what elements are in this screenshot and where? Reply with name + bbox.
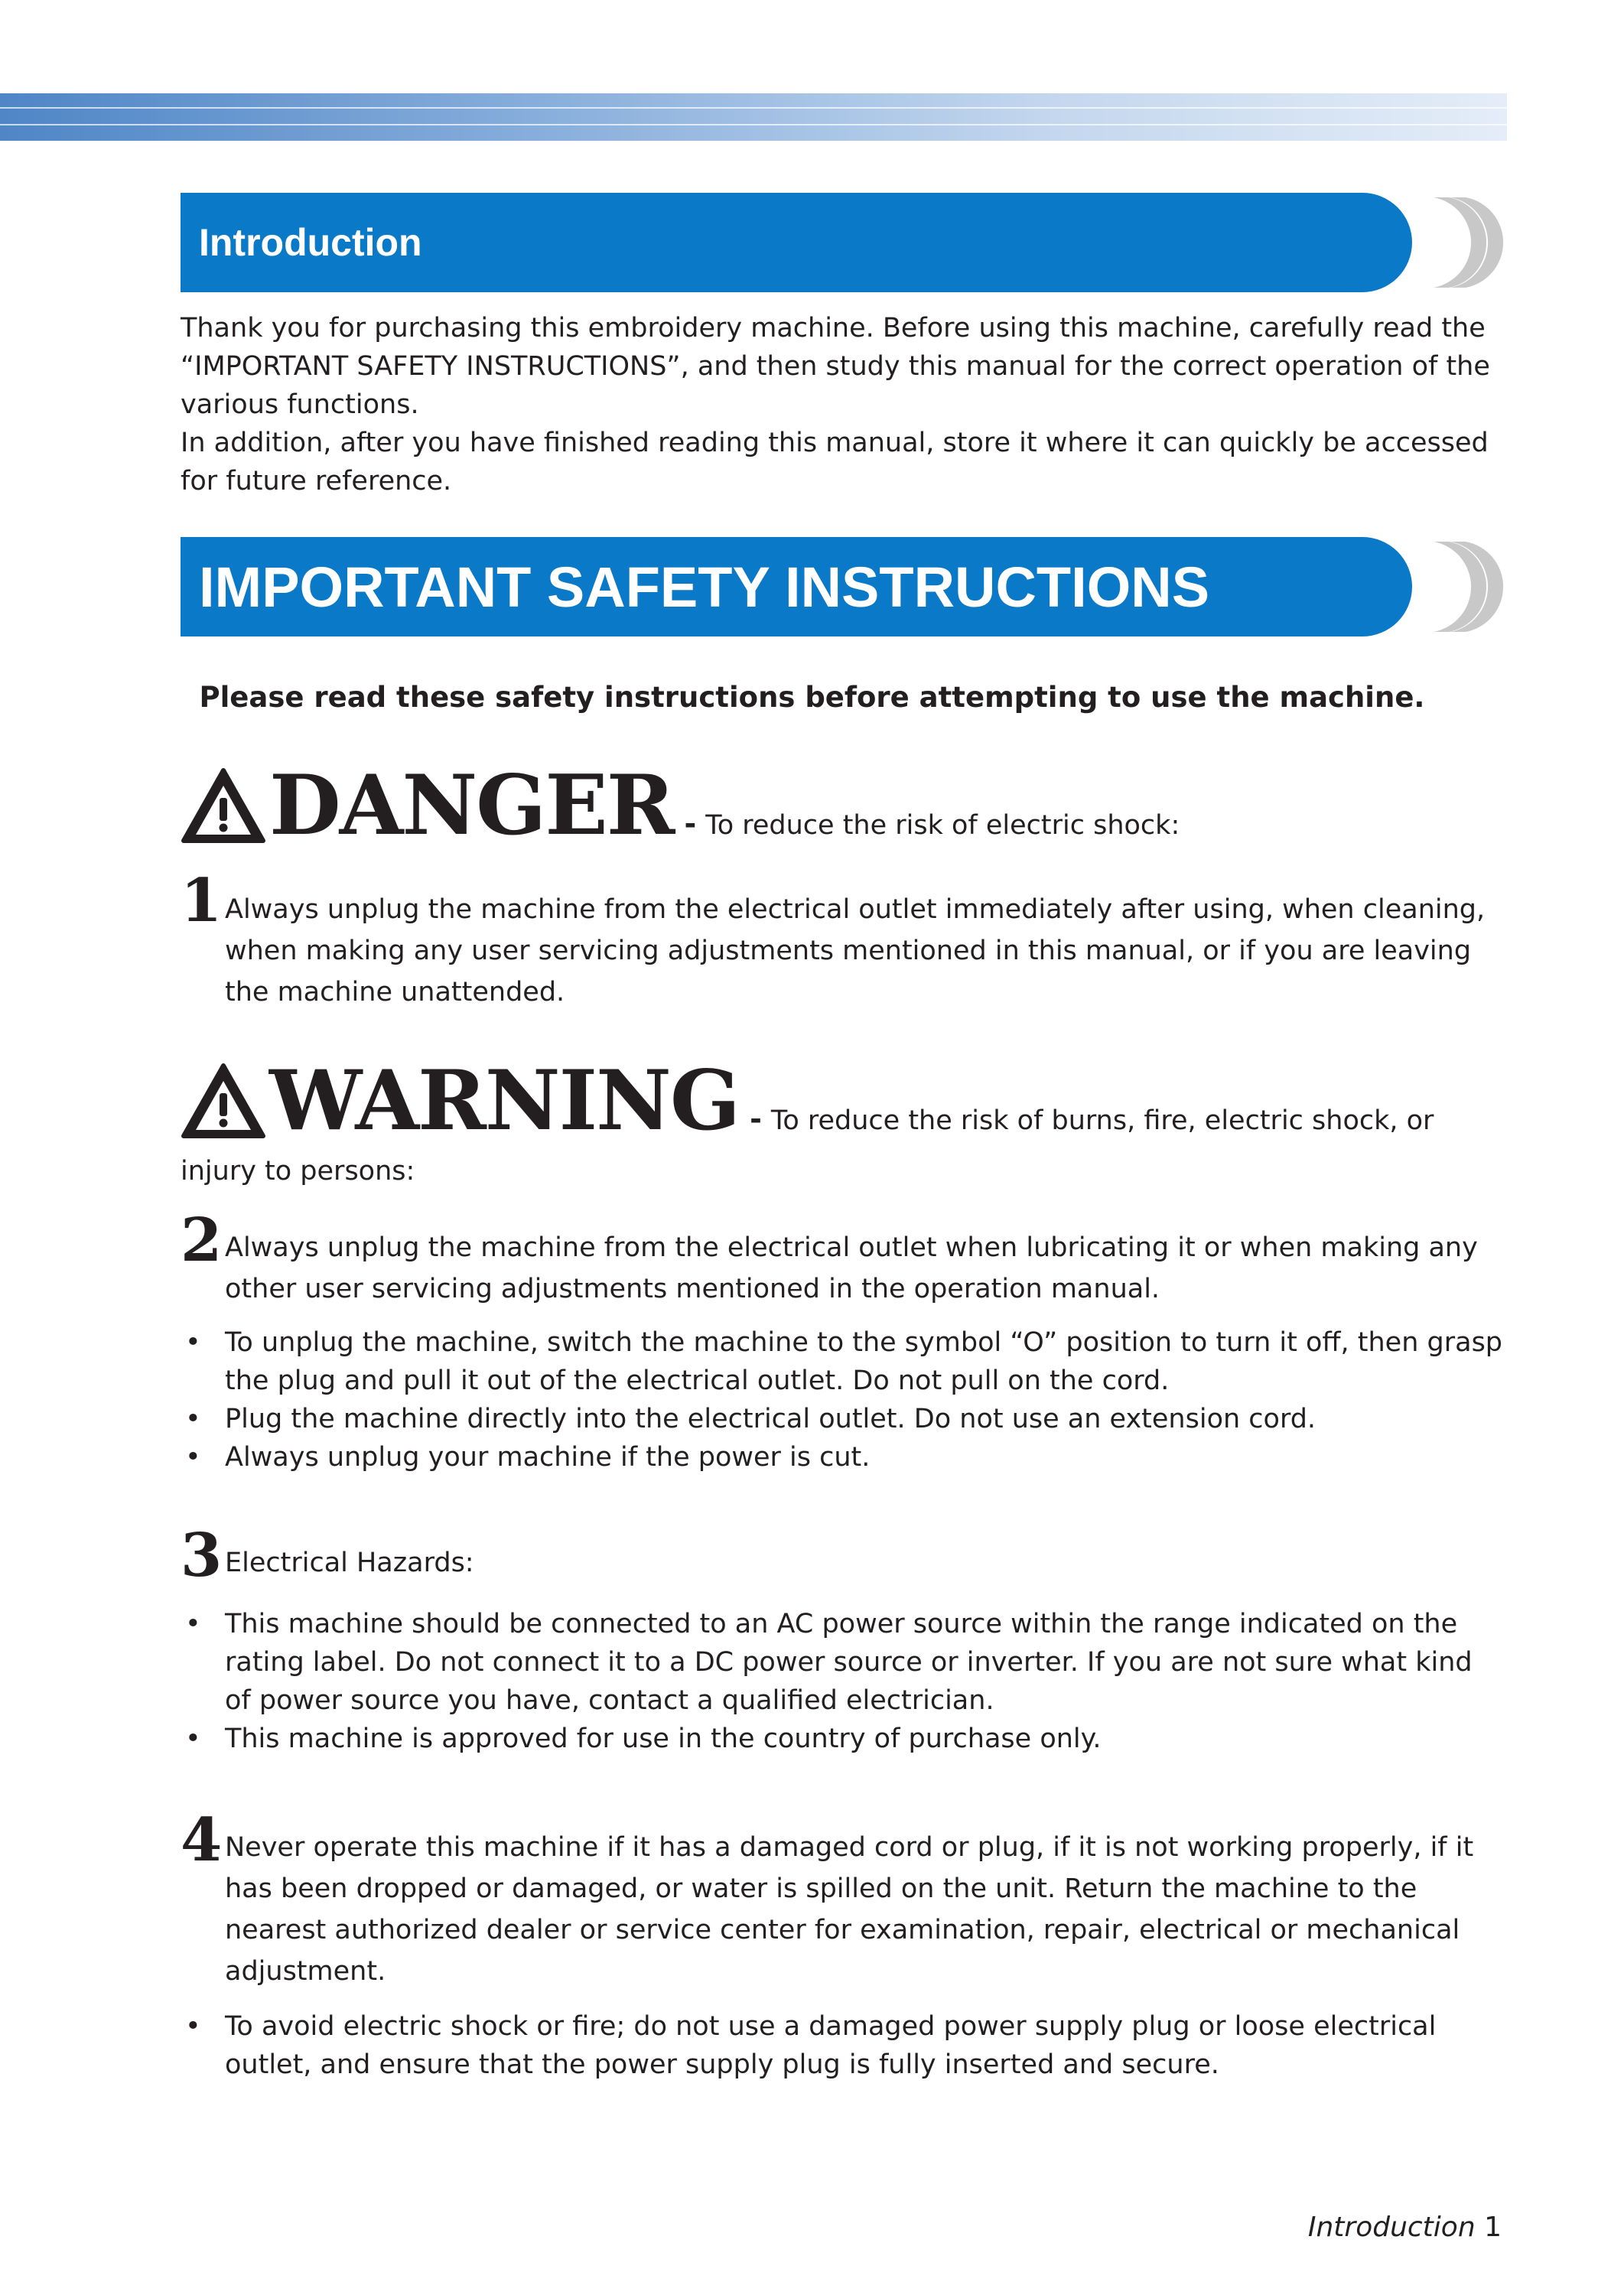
safety-notice: Please read these safety instructions before attempting to use the machine.: [199, 681, 1425, 714]
warning-description: To reduce the risk of burns, fire, electric shock, or: [770, 1105, 1434, 1136]
page-footer: [1308, 2211, 1502, 2245]
bullet-text: To avoid electric shock or fire; do not use a damaged power supply plug or loose electrical outlet, and ensure that the power supply plug is fully inserted and secure.: [225, 2011, 1437, 2080]
safety-heading-title: IMPORTANT SAFETY INSTRUCTIONS: [181, 537, 1412, 636]
item-3-bullet-list: [181, 1605, 1504, 1758]
item-text: Always unplug the machine from the electrical outlet immediately after using, when cleaning, when making any user servicing adjustments mentioned in this manual, or if you are leaving the machine unattended.: [225, 894, 1486, 1008]
item-number: 3: [181, 1521, 223, 1590]
bullet-text: This machine should be connected to an AC power source within the range indicated on the rating label. Do not connect it to a DC power source or inverter. If you are not sure what kind of power source you have, contact a qualified electrician.: [225, 1609, 1473, 1716]
item-4-bullet-list: [181, 2007, 1504, 2084]
introduction-heading: [181, 193, 1512, 292]
bullet-text: This machine is approved for use in the country of purchase only.: [225, 1724, 1102, 1754]
danger-description: To reduce the risk of electric shock:: [705, 810, 1180, 841]
list-item: [181, 1323, 1504, 1400]
bullet-text: Plug the machine directly into the electrical outlet. Do not use an extension cord.: [225, 1404, 1316, 1434]
top-decorative-band: [0, 93, 1507, 141]
warning-word: WARNING: [269, 1053, 740, 1149]
danger-dash: -: [684, 807, 697, 841]
list-item: [181, 2007, 1504, 2084]
intro-paragraph-2: In addition, after you have finished reading this manual, store it where it can quickly be accessed for future reference.: [181, 428, 1489, 496]
item-number: 4: [181, 1805, 223, 1875]
list-item: [181, 1438, 1504, 1476]
list-item: [181, 1720, 1504, 1758]
warning-signal: [181, 1053, 1434, 1149]
page-number: 1: [1484, 2212, 1502, 2243]
bullet-dot: •: [185, 2011, 201, 2042]
bullet-dot: •: [185, 1724, 201, 1754]
safety-heading: [181, 537, 1512, 636]
danger-word: DANGER: [269, 757, 674, 854]
warning-dash: -: [750, 1102, 762, 1136]
item-number: 2: [181, 1206, 223, 1275]
bullet-text: Always unplug your machine if the power is cut.: [225, 1442, 871, 1473]
bullet-dot: •: [185, 1609, 201, 1639]
introduction-heading-title: Introduction: [181, 193, 1412, 292]
bullet-dot: •: [185, 1327, 201, 1358]
warning-triangle-icon: [181, 767, 266, 844]
list-item: [181, 1605, 1504, 1720]
item-2-bullet-list: [181, 1323, 1504, 1476]
double-chevron-icon: [1404, 193, 1512, 292]
danger-signal: [181, 757, 1180, 854]
warning-triangle-icon: [181, 1063, 266, 1139]
bullet-text: To unplug the machine, switch the machine to the symbol “O” position to turn it off, then grasp the plug and pull it out of the electrical outlet. Do not pull on the cord.: [225, 1327, 1503, 1396]
list-item: [181, 1400, 1504, 1438]
intro-paragraph-1: Thank you for purchasing this embroidery machine. Before using this machine, carefully read the “IMPORTANT SAFETY INSTRUCTIONS”, and then study this manual for the correct operation of the various functions.: [181, 313, 1490, 420]
item-text: Never operate this machine if it has a damaged cord or plug, if it is not working properly, if it has been dropped or damaged, or water is spilled on the unit. Return the machine to the nearest authorized dealer or service center for examination, repair, electrical or mechanical adjustment.: [225, 1832, 1474, 1987]
footer-section: Introduction: [1307, 2212, 1476, 2243]
item-text: Electrical Hazards:: [225, 1548, 474, 1578]
item-text: Always unplug the machine from the electrical outlet when lubricating it or when making any other user servicing adjustments mentioned in the operation manual.: [225, 1232, 1478, 1304]
bullet-dot: •: [185, 1404, 201, 1434]
item-number: 1: [181, 866, 223, 936]
bullet-dot: •: [185, 1442, 201, 1473]
double-chevron-icon: [1404, 537, 1512, 636]
warning-description-continued: injury to persons:: [181, 1156, 415, 1187]
